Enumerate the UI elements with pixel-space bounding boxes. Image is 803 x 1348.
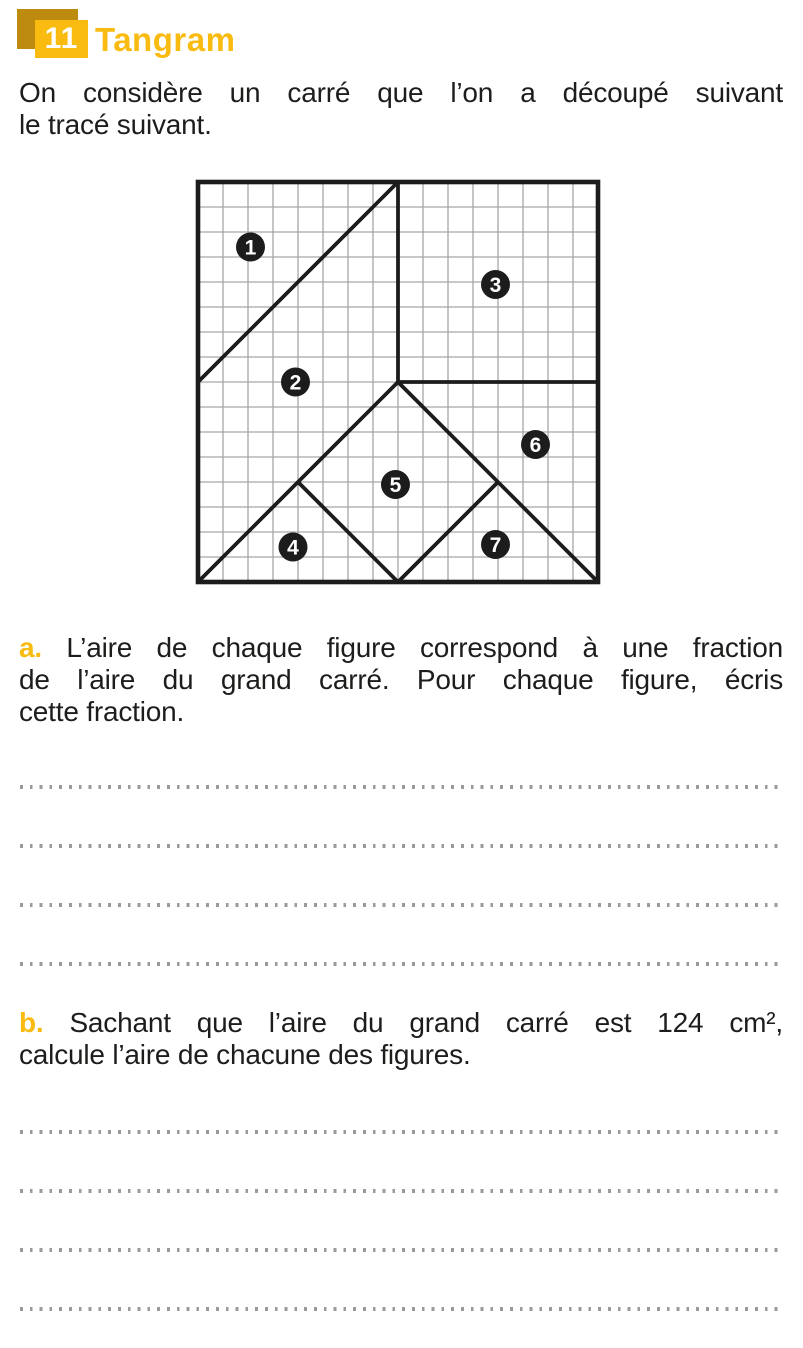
- svg-text:1: 1: [244, 236, 257, 260]
- piece-label-2: [281, 368, 310, 397]
- tangram-figure: [195, 179, 601, 585]
- question-b-line-2: calcule l’aire de chacune des figures.: [19, 1039, 471, 1070]
- piece-label-6: [521, 430, 550, 459]
- exercise-number: 11: [44, 22, 79, 55]
- svg-text:2: 2: [289, 371, 302, 395]
- answer-line: [20, 1130, 782, 1134]
- answer-line: [20, 962, 782, 966]
- intro-paragraph: [19, 77, 783, 141]
- tangram-svg: [195, 179, 601, 585]
- answer-line: [20, 1248, 782, 1252]
- svg-text:6: 6: [529, 434, 542, 457]
- question-a-line-2: de l’aire du grand carré. Pour chaque figure, écris: [19, 664, 783, 695]
- piece-label-4: [279, 533, 308, 562]
- question-a-line-3: cette fraction.: [19, 696, 185, 727]
- answer-line: [20, 903, 782, 907]
- piece-label-3: [481, 270, 510, 299]
- piece-label-1: [236, 233, 265, 262]
- intro-line-2: le tracé suivant.: [19, 109, 212, 140]
- question-b-text-1: Sachant que l’aire du grand carré est 124 cm²,: [69, 1007, 783, 1038]
- svg-text:4: 4: [287, 536, 299, 560]
- exercise-title: Tangram: [95, 21, 236, 58]
- question-b: [19, 1007, 783, 1071]
- intro-line-1: On considère un carré que l’on a découpé suivant: [19, 77, 783, 108]
- answer-lines-question-a: [20, 785, 782, 1021]
- answer-line: [20, 785, 782, 789]
- svg-text:5: 5: [389, 474, 402, 497]
- question-b-line-1: [19, 1007, 783, 1039]
- answer-line: [20, 1307, 782, 1311]
- answer-line: [20, 844, 782, 848]
- svg-text:3: 3: [489, 274, 502, 297]
- question-a-line-1: [19, 632, 783, 664]
- question-a-text-1: L’aire de chaque figure correspond à une fraction: [66, 632, 783, 663]
- question-a-label: a.: [19, 632, 42, 663]
- piece-label-5: [381, 470, 410, 499]
- question-a: [19, 632, 783, 728]
- exercise-number-badge: [35, 20, 88, 58]
- question-b-label: b.: [19, 1007, 44, 1038]
- answer-lines-question-b: [20, 1130, 782, 1348]
- piece-label-7: [481, 530, 510, 559]
- svg-text:7: 7: [489, 534, 502, 557]
- answer-line: [20, 1189, 782, 1193]
